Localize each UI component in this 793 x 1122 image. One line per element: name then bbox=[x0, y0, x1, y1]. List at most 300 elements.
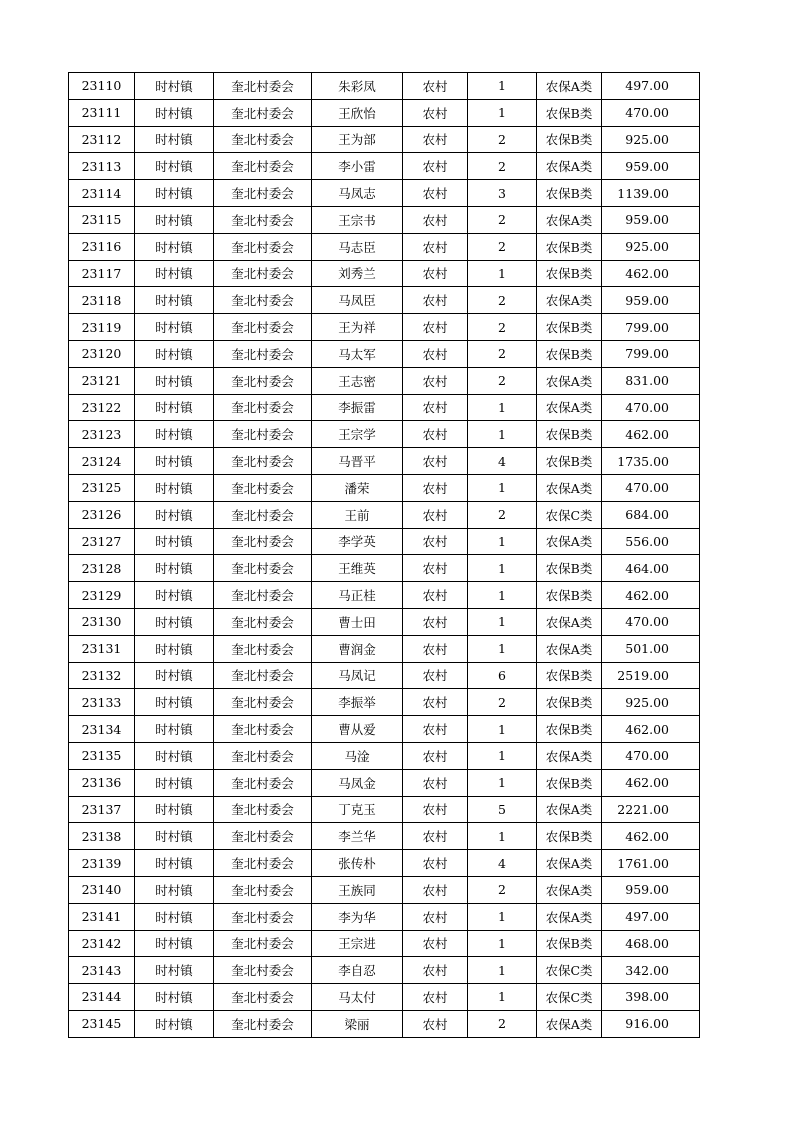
area-type-cell: 农村 bbox=[403, 528, 468, 555]
town-cell: 时村镇 bbox=[135, 957, 214, 984]
amount-cell: 799.00 bbox=[602, 314, 700, 341]
area-type-cell: 农村 bbox=[403, 394, 468, 421]
table-row bbox=[69, 742, 700, 769]
insurance-category-cell: 农保A类 bbox=[537, 287, 602, 314]
record-id-cell: 23114 bbox=[69, 180, 135, 207]
village-committee-cell: 奎北村委会 bbox=[214, 957, 312, 984]
village-committee-cell: 奎北村委会 bbox=[214, 180, 312, 207]
name-cell: 王欣怡 bbox=[312, 99, 403, 126]
name-cell: 王志密 bbox=[312, 367, 403, 394]
amount-cell: 342.00 bbox=[602, 957, 700, 984]
record-id-cell: 23115 bbox=[69, 206, 135, 233]
amount-cell: 2519.00 bbox=[602, 662, 700, 689]
village-committee-cell: 奎北村委会 bbox=[214, 716, 312, 743]
town-cell: 时村镇 bbox=[135, 314, 214, 341]
household-size-cell: 1 bbox=[468, 421, 537, 448]
household-size-cell: 2 bbox=[468, 340, 537, 367]
name-cell: 李为华 bbox=[312, 903, 403, 930]
area-type-cell: 农村 bbox=[403, 233, 468, 260]
area-type-cell: 农村 bbox=[403, 287, 468, 314]
household-size-cell: 1 bbox=[468, 984, 537, 1011]
insurance-category-cell: 农保B类 bbox=[537, 448, 602, 475]
name-cell: 王为部 bbox=[312, 126, 403, 153]
name-cell: 马晋平 bbox=[312, 448, 403, 475]
table-row bbox=[69, 260, 700, 287]
insurance-category-cell: 农保C类 bbox=[537, 984, 602, 1011]
area-type-cell: 农村 bbox=[403, 340, 468, 367]
household-size-cell: 1 bbox=[468, 903, 537, 930]
town-cell: 时村镇 bbox=[135, 126, 214, 153]
name-cell: 曹士田 bbox=[312, 608, 403, 635]
table-row bbox=[69, 716, 700, 743]
village-committee-cell: 奎北村委会 bbox=[214, 501, 312, 528]
household-size-cell: 3 bbox=[468, 180, 537, 207]
household-size-cell: 1 bbox=[468, 930, 537, 957]
record-id-cell: 23110 bbox=[69, 73, 135, 100]
amount-cell: 470.00 bbox=[602, 608, 700, 635]
name-cell: 梁丽 bbox=[312, 1010, 403, 1037]
village-committee-cell: 奎北村委会 bbox=[214, 528, 312, 555]
insurance-category-cell: 农保A类 bbox=[537, 73, 602, 100]
household-size-cell: 1 bbox=[468, 582, 537, 609]
area-type-cell: 农村 bbox=[403, 635, 468, 662]
town-cell: 时村镇 bbox=[135, 421, 214, 448]
village-committee-cell: 奎北村委会 bbox=[214, 689, 312, 716]
village-committee-cell: 奎北村委会 bbox=[214, 608, 312, 635]
household-size-cell: 2 bbox=[468, 126, 537, 153]
record-id-cell: 23125 bbox=[69, 474, 135, 501]
name-cell: 刘秀兰 bbox=[312, 260, 403, 287]
village-committee-cell: 奎北村委会 bbox=[214, 930, 312, 957]
amount-cell: 470.00 bbox=[602, 99, 700, 126]
area-type-cell: 农村 bbox=[403, 716, 468, 743]
insurance-category-cell: 农保B类 bbox=[537, 233, 602, 260]
record-id-cell: 23141 bbox=[69, 903, 135, 930]
name-cell: 王维英 bbox=[312, 555, 403, 582]
area-type-cell: 农村 bbox=[403, 850, 468, 877]
area-type-cell: 农村 bbox=[403, 73, 468, 100]
name-cell: 朱彩凤 bbox=[312, 73, 403, 100]
amount-cell: 464.00 bbox=[602, 555, 700, 582]
insurance-category-cell: 农保C类 bbox=[537, 501, 602, 528]
amount-cell: 501.00 bbox=[602, 635, 700, 662]
town-cell: 时村镇 bbox=[135, 287, 214, 314]
table-row bbox=[69, 930, 700, 957]
village-committee-cell: 奎北村委会 bbox=[214, 287, 312, 314]
town-cell: 时村镇 bbox=[135, 930, 214, 957]
name-cell: 李振举 bbox=[312, 689, 403, 716]
record-id-cell: 23144 bbox=[69, 984, 135, 1011]
town-cell: 时村镇 bbox=[135, 394, 214, 421]
household-size-cell: 2 bbox=[468, 367, 537, 394]
amount-cell: 1735.00 bbox=[602, 448, 700, 475]
village-committee-cell: 奎北村委会 bbox=[214, 823, 312, 850]
household-size-cell: 4 bbox=[468, 850, 537, 877]
amount-cell: 925.00 bbox=[602, 689, 700, 716]
insurance-category-cell: 农保C类 bbox=[537, 957, 602, 984]
record-id-cell: 23131 bbox=[69, 635, 135, 662]
record-id-cell: 23134 bbox=[69, 716, 135, 743]
town-cell: 时村镇 bbox=[135, 367, 214, 394]
town-cell: 时村镇 bbox=[135, 582, 214, 609]
insurance-category-cell: 农保B类 bbox=[537, 180, 602, 207]
insurance-category-cell: 农保B类 bbox=[537, 126, 602, 153]
town-cell: 时村镇 bbox=[135, 340, 214, 367]
table-row bbox=[69, 340, 700, 367]
amount-cell: 462.00 bbox=[602, 716, 700, 743]
name-cell: 马太军 bbox=[312, 340, 403, 367]
area-type-cell: 农村 bbox=[403, 474, 468, 501]
table-row bbox=[69, 850, 700, 877]
town-cell: 时村镇 bbox=[135, 206, 214, 233]
table-row bbox=[69, 582, 700, 609]
amount-cell: 959.00 bbox=[602, 876, 700, 903]
village-committee-cell: 奎北村委会 bbox=[214, 555, 312, 582]
name-cell: 李振雷 bbox=[312, 394, 403, 421]
town-cell: 时村镇 bbox=[135, 823, 214, 850]
name-cell: 李自忍 bbox=[312, 957, 403, 984]
household-size-cell: 2 bbox=[468, 689, 537, 716]
village-committee-cell: 奎北村委会 bbox=[214, 742, 312, 769]
village-committee-cell: 奎北村委会 bbox=[214, 367, 312, 394]
household-size-cell: 2 bbox=[468, 314, 537, 341]
record-id-cell: 23142 bbox=[69, 930, 135, 957]
name-cell: 王族同 bbox=[312, 876, 403, 903]
town-cell: 时村镇 bbox=[135, 528, 214, 555]
insurance-category-cell: 农保A类 bbox=[537, 153, 602, 180]
record-id-cell: 23143 bbox=[69, 957, 135, 984]
town-cell: 时村镇 bbox=[135, 555, 214, 582]
village-committee-cell: 奎北村委会 bbox=[214, 206, 312, 233]
table-row bbox=[69, 206, 700, 233]
table-row bbox=[69, 448, 700, 475]
area-type-cell: 农村 bbox=[403, 689, 468, 716]
village-committee-cell: 奎北村委会 bbox=[214, 474, 312, 501]
table-row bbox=[69, 314, 700, 341]
household-size-cell: 4 bbox=[468, 448, 537, 475]
area-type-cell: 农村 bbox=[403, 421, 468, 448]
record-id-cell: 23119 bbox=[69, 314, 135, 341]
household-size-cell: 1 bbox=[468, 716, 537, 743]
household-size-cell: 2 bbox=[468, 153, 537, 180]
village-committee-cell: 奎北村委会 bbox=[214, 796, 312, 823]
area-type-cell: 农村 bbox=[403, 180, 468, 207]
area-type-cell: 农村 bbox=[403, 501, 468, 528]
record-id-cell: 23140 bbox=[69, 876, 135, 903]
insurance-category-cell: 农保A类 bbox=[537, 528, 602, 555]
record-id-cell: 23135 bbox=[69, 742, 135, 769]
amount-cell: 462.00 bbox=[602, 823, 700, 850]
village-committee-cell: 奎北村委会 bbox=[214, 984, 312, 1011]
household-size-cell: 1 bbox=[468, 394, 537, 421]
record-id-cell: 23121 bbox=[69, 367, 135, 394]
village-committee-cell: 奎北村委会 bbox=[214, 1010, 312, 1037]
town-cell: 时村镇 bbox=[135, 501, 214, 528]
name-cell: 曹从爱 bbox=[312, 716, 403, 743]
area-type-cell: 农村 bbox=[403, 582, 468, 609]
table-row bbox=[69, 233, 700, 260]
insurance-category-cell: 农保A类 bbox=[537, 474, 602, 501]
table-row bbox=[69, 608, 700, 635]
village-committee-cell: 奎北村委会 bbox=[214, 421, 312, 448]
insurance-category-cell: 农保B类 bbox=[537, 769, 602, 796]
amount-cell: 556.00 bbox=[602, 528, 700, 555]
area-type-cell: 农村 bbox=[403, 153, 468, 180]
table-row bbox=[69, 99, 700, 126]
household-size-cell: 1 bbox=[468, 99, 537, 126]
insurance-category-cell: 农保A类 bbox=[537, 367, 602, 394]
name-cell: 李学英 bbox=[312, 528, 403, 555]
record-id-cell: 23129 bbox=[69, 582, 135, 609]
table-row bbox=[69, 984, 700, 1011]
area-type-cell: 农村 bbox=[403, 314, 468, 341]
table-row bbox=[69, 421, 700, 448]
name-cell: 王为祥 bbox=[312, 314, 403, 341]
insurance-category-cell: 农保B类 bbox=[537, 716, 602, 743]
insurance-category-cell: 农保A类 bbox=[537, 742, 602, 769]
table-row bbox=[69, 126, 700, 153]
record-id-cell: 23133 bbox=[69, 689, 135, 716]
town-cell: 时村镇 bbox=[135, 689, 214, 716]
area-type-cell: 农村 bbox=[403, 769, 468, 796]
table-row bbox=[69, 153, 700, 180]
record-id-cell: 23128 bbox=[69, 555, 135, 582]
insurance-category-cell: 农保A类 bbox=[537, 876, 602, 903]
area-type-cell: 农村 bbox=[403, 1010, 468, 1037]
name-cell: 马志臣 bbox=[312, 233, 403, 260]
insurance-category-cell: 农保A类 bbox=[537, 796, 602, 823]
record-id-cell: 23138 bbox=[69, 823, 135, 850]
insurance-category-cell: 农保A类 bbox=[537, 608, 602, 635]
area-type-cell: 农村 bbox=[403, 555, 468, 582]
insurance-category-cell: 农保A类 bbox=[537, 903, 602, 930]
name-cell: 马太付 bbox=[312, 984, 403, 1011]
insurance-category-cell: 农保B类 bbox=[537, 340, 602, 367]
table-row bbox=[69, 662, 700, 689]
town-cell: 时村镇 bbox=[135, 635, 214, 662]
amount-cell: 959.00 bbox=[602, 206, 700, 233]
insurance-category-cell: 农保B类 bbox=[537, 99, 602, 126]
name-cell: 马凤金 bbox=[312, 769, 403, 796]
table-row bbox=[69, 501, 700, 528]
village-committee-cell: 奎北村委会 bbox=[214, 662, 312, 689]
household-size-cell: 1 bbox=[468, 769, 537, 796]
area-type-cell: 农村 bbox=[403, 957, 468, 984]
household-size-cell: 2 bbox=[468, 501, 537, 528]
town-cell: 时村镇 bbox=[135, 850, 214, 877]
name-cell: 马凤臣 bbox=[312, 287, 403, 314]
village-committee-cell: 奎北村委会 bbox=[214, 340, 312, 367]
village-committee-cell: 奎北村委会 bbox=[214, 314, 312, 341]
name-cell: 马淦 bbox=[312, 742, 403, 769]
insurance-category-cell: 农保B类 bbox=[537, 260, 602, 287]
record-id-cell: 23118 bbox=[69, 287, 135, 314]
village-committee-cell: 奎北村委会 bbox=[214, 903, 312, 930]
insurance-category-cell: 农保A类 bbox=[537, 206, 602, 233]
insurance-category-cell: 农保B类 bbox=[537, 555, 602, 582]
area-type-cell: 农村 bbox=[403, 206, 468, 233]
area-type-cell: 农村 bbox=[403, 99, 468, 126]
record-id-cell: 23145 bbox=[69, 1010, 135, 1037]
amount-cell: 470.00 bbox=[602, 742, 700, 769]
town-cell: 时村镇 bbox=[135, 73, 214, 100]
name-cell: 王宗书 bbox=[312, 206, 403, 233]
household-size-cell: 1 bbox=[468, 608, 537, 635]
insurance-category-cell: 农保B类 bbox=[537, 930, 602, 957]
village-committee-cell: 奎北村委会 bbox=[214, 582, 312, 609]
record-id-cell: 23132 bbox=[69, 662, 135, 689]
record-id-cell: 23122 bbox=[69, 394, 135, 421]
record-id-cell: 23136 bbox=[69, 769, 135, 796]
table-row bbox=[69, 73, 700, 100]
amount-cell: 799.00 bbox=[602, 340, 700, 367]
village-committee-cell: 奎北村委会 bbox=[214, 260, 312, 287]
insurance-category-cell: 农保A类 bbox=[537, 394, 602, 421]
record-id-cell: 23116 bbox=[69, 233, 135, 260]
name-cell: 马凤记 bbox=[312, 662, 403, 689]
amount-cell: 468.00 bbox=[602, 930, 700, 957]
village-committee-cell: 奎北村委会 bbox=[214, 73, 312, 100]
household-size-cell: 5 bbox=[468, 796, 537, 823]
town-cell: 时村镇 bbox=[135, 903, 214, 930]
name-cell: 张传朴 bbox=[312, 850, 403, 877]
record-id-cell: 23127 bbox=[69, 528, 135, 555]
town-cell: 时村镇 bbox=[135, 153, 214, 180]
record-id-cell: 23137 bbox=[69, 796, 135, 823]
table-row bbox=[69, 1010, 700, 1037]
amount-cell: 470.00 bbox=[602, 394, 700, 421]
record-id-cell: 23124 bbox=[69, 448, 135, 475]
table-row bbox=[69, 796, 700, 823]
village-committee-cell: 奎北村委会 bbox=[214, 153, 312, 180]
table-row bbox=[69, 876, 700, 903]
town-cell: 时村镇 bbox=[135, 984, 214, 1011]
data-table bbox=[68, 72, 700, 1038]
amount-cell: 497.00 bbox=[602, 73, 700, 100]
name-cell: 马正桂 bbox=[312, 582, 403, 609]
insurance-category-cell: 农保B类 bbox=[537, 662, 602, 689]
table-row bbox=[69, 394, 700, 421]
town-cell: 时村镇 bbox=[135, 260, 214, 287]
area-type-cell: 农村 bbox=[403, 903, 468, 930]
household-size-cell: 2 bbox=[468, 233, 537, 260]
table-row bbox=[69, 823, 700, 850]
village-committee-cell: 奎北村委会 bbox=[214, 126, 312, 153]
village-committee-cell: 奎北村委会 bbox=[214, 635, 312, 662]
household-size-cell: 1 bbox=[468, 528, 537, 555]
record-id-cell: 23117 bbox=[69, 260, 135, 287]
area-type-cell: 农村 bbox=[403, 662, 468, 689]
town-cell: 时村镇 bbox=[135, 608, 214, 635]
area-type-cell: 农村 bbox=[403, 448, 468, 475]
town-cell: 时村镇 bbox=[135, 876, 214, 903]
area-type-cell: 农村 bbox=[403, 608, 468, 635]
amount-cell: 684.00 bbox=[602, 501, 700, 528]
amount-cell: 462.00 bbox=[602, 582, 700, 609]
amount-cell: 959.00 bbox=[602, 287, 700, 314]
village-committee-cell: 奎北村委会 bbox=[214, 769, 312, 796]
amount-cell: 462.00 bbox=[602, 421, 700, 448]
town-cell: 时村镇 bbox=[135, 716, 214, 743]
household-size-cell: 1 bbox=[468, 742, 537, 769]
amount-cell: 925.00 bbox=[602, 126, 700, 153]
amount-cell: 470.00 bbox=[602, 474, 700, 501]
area-type-cell: 农村 bbox=[403, 260, 468, 287]
name-cell: 李小雷 bbox=[312, 153, 403, 180]
amount-cell: 398.00 bbox=[602, 984, 700, 1011]
table-row bbox=[69, 180, 700, 207]
town-cell: 时村镇 bbox=[135, 99, 214, 126]
village-committee-cell: 奎北村委会 bbox=[214, 394, 312, 421]
record-id-cell: 23111 bbox=[69, 99, 135, 126]
household-size-cell: 1 bbox=[468, 73, 537, 100]
record-id-cell: 23112 bbox=[69, 126, 135, 153]
amount-cell: 462.00 bbox=[602, 769, 700, 796]
household-size-cell: 1 bbox=[468, 555, 537, 582]
household-size-cell: 2 bbox=[468, 206, 537, 233]
insurance-category-cell: 农保B类 bbox=[537, 582, 602, 609]
table-row bbox=[69, 555, 700, 582]
table-row bbox=[69, 689, 700, 716]
name-cell: 曹润金 bbox=[312, 635, 403, 662]
village-committee-cell: 奎北村委会 bbox=[214, 233, 312, 260]
insurance-category-cell: 农保B类 bbox=[537, 689, 602, 716]
household-size-cell: 1 bbox=[468, 474, 537, 501]
amount-cell: 1139.00 bbox=[602, 180, 700, 207]
town-cell: 时村镇 bbox=[135, 180, 214, 207]
table-row bbox=[69, 367, 700, 394]
name-cell: 王宗进 bbox=[312, 930, 403, 957]
record-id-cell: 23113 bbox=[69, 153, 135, 180]
record-id-cell: 23139 bbox=[69, 850, 135, 877]
village-committee-cell: 奎北村委会 bbox=[214, 99, 312, 126]
name-cell: 丁克玉 bbox=[312, 796, 403, 823]
insurance-category-cell: 农保A类 bbox=[537, 635, 602, 662]
area-type-cell: 农村 bbox=[403, 796, 468, 823]
household-size-cell: 2 bbox=[468, 1010, 537, 1037]
household-size-cell: 1 bbox=[468, 635, 537, 662]
area-type-cell: 农村 bbox=[403, 984, 468, 1011]
household-size-cell: 2 bbox=[468, 287, 537, 314]
table-row bbox=[69, 769, 700, 796]
amount-cell: 959.00 bbox=[602, 153, 700, 180]
area-type-cell: 农村 bbox=[403, 876, 468, 903]
area-type-cell: 农村 bbox=[403, 367, 468, 394]
area-type-cell: 农村 bbox=[403, 930, 468, 957]
town-cell: 时村镇 bbox=[135, 448, 214, 475]
table-row bbox=[69, 635, 700, 662]
insurance-category-cell: 农保A类 bbox=[537, 1010, 602, 1037]
village-committee-cell: 奎北村委会 bbox=[214, 448, 312, 475]
name-cell: 李兰华 bbox=[312, 823, 403, 850]
insurance-category-cell: 农保B类 bbox=[537, 823, 602, 850]
town-cell: 时村镇 bbox=[135, 233, 214, 260]
insurance-category-cell: 农保B类 bbox=[537, 421, 602, 448]
area-type-cell: 农村 bbox=[403, 742, 468, 769]
record-id-cell: 23123 bbox=[69, 421, 135, 448]
household-size-cell: 1 bbox=[468, 260, 537, 287]
town-cell: 时村镇 bbox=[135, 742, 214, 769]
amount-cell: 1761.00 bbox=[602, 850, 700, 877]
name-cell: 潘荣 bbox=[312, 474, 403, 501]
name-cell: 王宗学 bbox=[312, 421, 403, 448]
town-cell: 时村镇 bbox=[135, 769, 214, 796]
table-row bbox=[69, 903, 700, 930]
household-size-cell: 1 bbox=[468, 957, 537, 984]
name-cell: 王前 bbox=[312, 501, 403, 528]
household-size-cell: 2 bbox=[468, 876, 537, 903]
insurance-category-cell: 农保B类 bbox=[537, 314, 602, 341]
